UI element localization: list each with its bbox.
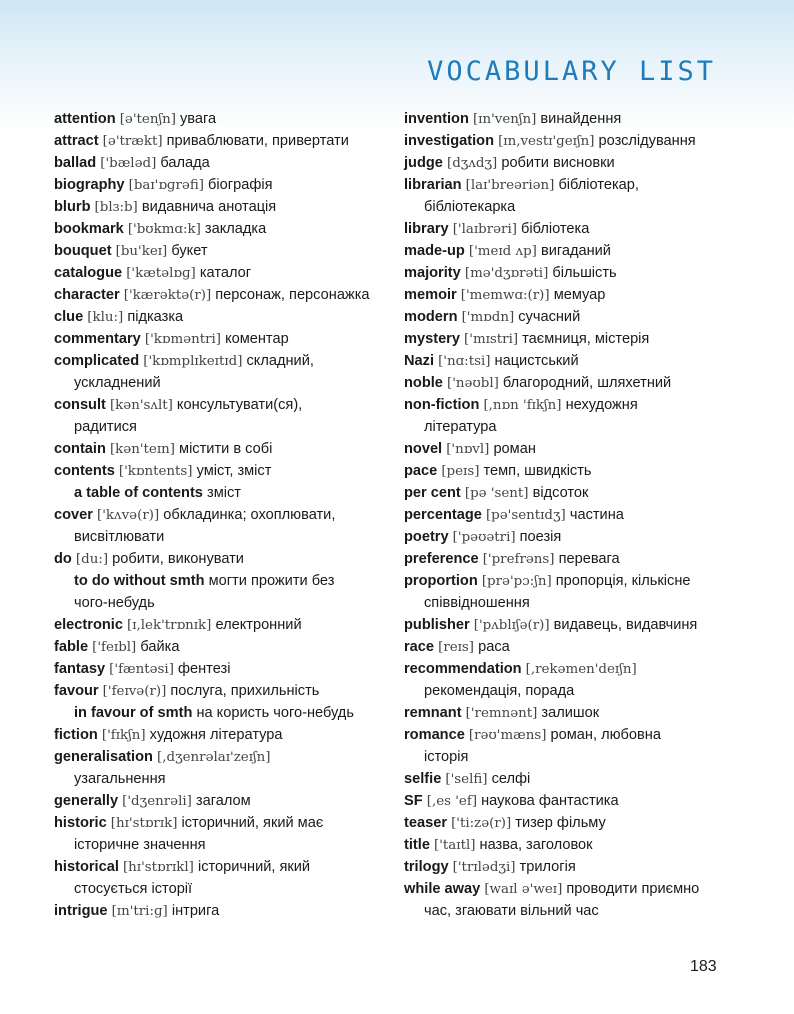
vocabulary-entry: [54, 658, 399, 680]
translation: висвітлювати: [74, 529, 165, 545]
translation: література: [424, 419, 497, 435]
translation: загалом: [195, 793, 251, 809]
translation: роман, любовна: [550, 727, 661, 743]
translation: проводити приємно: [566, 881, 700, 897]
transcription: [dʒʌdʒ]: [446, 156, 498, 171]
transcription: ['nɑ:tsi]: [438, 354, 491, 369]
headword: catalogue: [54, 265, 123, 281]
transcription: ['mɒdn]: [461, 310, 515, 325]
vocabulary-entry: [54, 460, 399, 482]
vocabulary-entry: [404, 240, 754, 262]
translation: частина: [569, 507, 624, 523]
vocabulary-entry: [54, 548, 399, 570]
transcription: [rəʊ'mæns]: [468, 728, 547, 743]
translation: співвідношення: [424, 595, 530, 611]
vocabulary-entry: [54, 636, 399, 658]
headword: favour: [54, 683, 99, 699]
headword: commentary: [54, 331, 141, 347]
headword: made-up: [404, 243, 465, 259]
transcription: ['ti:zə(r)]: [451, 816, 512, 831]
vocabulary-entry: [54, 394, 399, 416]
translation: узагальнення: [74, 771, 166, 787]
translation: благородний, шляхетний: [502, 375, 672, 391]
transcription: [,rekəmen'deɪʃn]: [525, 662, 637, 677]
headword: investigation: [404, 133, 495, 149]
vocabulary-entry: [404, 482, 754, 504]
vocabulary-column-right: [404, 108, 754, 922]
vocabulary-entry: [404, 174, 754, 196]
page-title: VOCABULARY LIST: [427, 56, 716, 87]
headword: library: [404, 221, 449, 237]
headword: title: [404, 837, 430, 853]
transcription: ['kætəlɒɡ]: [126, 266, 196, 281]
entry-continuation: [54, 526, 399, 548]
translation: приваблювати, привертати: [166, 133, 349, 149]
transcription: ['bæləd]: [100, 156, 157, 171]
entry-continuation: [404, 680, 754, 702]
transcription: ['prefrəns]: [482, 552, 555, 567]
vocabulary-entry: [404, 878, 754, 900]
transcription: ['pʌblɪʃə(r)]: [473, 618, 550, 633]
transcription: ['trɪlədʒi]: [452, 860, 516, 875]
entry-continuation: [404, 592, 754, 614]
headword: invention: [404, 111, 469, 127]
transcription: ['selfi]: [445, 772, 488, 787]
translation: байка: [140, 639, 180, 655]
headword: romance: [404, 727, 465, 743]
vocabulary-entry: [404, 724, 754, 746]
vocabulary-entry: [404, 218, 754, 240]
headword: attention: [54, 111, 116, 127]
translation: більшість: [552, 265, 617, 281]
translation: нацистський: [494, 353, 579, 369]
translation: каталог: [199, 265, 252, 281]
headword: blurb: [54, 199, 91, 215]
vocabulary-entry: [404, 812, 754, 834]
headword: non-fiction: [404, 397, 480, 413]
transcription: ['mɪstri]: [464, 332, 519, 347]
transcription: [bu'keɪ]: [115, 244, 168, 259]
headword: bouquet: [54, 243, 112, 259]
translation: історичне значення: [74, 837, 206, 853]
translation: відсоток: [532, 485, 589, 501]
translation: балада: [160, 155, 210, 171]
translation: ускладнений: [74, 375, 161, 391]
transcription: [mə'dʒɒrəti]: [464, 266, 549, 281]
transcription: [blɜ:b]: [94, 200, 138, 215]
headword: remnant: [404, 705, 462, 721]
translation: історичний, який: [197, 859, 311, 875]
headword: per cent: [404, 485, 461, 501]
transcription: ['remnənt]: [465, 706, 538, 721]
transcription: [hɪ'stɒrɪkl]: [122, 860, 194, 875]
translation: складний,: [246, 353, 314, 369]
vocabulary-entry: [54, 130, 399, 152]
translation: мемуар: [553, 287, 606, 303]
vocabulary-entry: [404, 130, 754, 152]
translation: коментар: [225, 331, 289, 347]
entry-continuation: [54, 592, 399, 614]
transcription: ['kɒməntri]: [144, 332, 221, 347]
transcription: [hɪ'stɒrɪk]: [110, 816, 178, 831]
vocabulary-entry: [404, 108, 754, 130]
translation: залишок: [541, 705, 600, 721]
vocabulary-entry: [54, 196, 399, 218]
headword: biography: [54, 177, 125, 193]
transcription: ['fæntəsi]: [109, 662, 174, 677]
translation: на користь чого-небудь: [196, 705, 354, 721]
vocabulary-entry: [404, 328, 754, 350]
headword: cover: [54, 507, 93, 523]
headword: generally: [54, 793, 119, 809]
entry-continuation: [404, 900, 754, 922]
translation: поезія: [519, 529, 562, 545]
vocabulary-entry: [404, 834, 754, 856]
translation: бібліотекарка: [424, 199, 516, 215]
vocabulary-entry: [404, 306, 754, 328]
vocabulary-entry: [404, 460, 754, 482]
transcription: ['meɪd ʌp]: [468, 244, 537, 259]
transcription: [ə'tenʃn]: [119, 112, 176, 127]
translation: художня література: [149, 727, 283, 743]
headword: poetry: [404, 529, 449, 545]
translation: винайдення: [540, 111, 622, 127]
transcription: ['nɒvl]: [446, 442, 490, 457]
translation: розслідування: [598, 133, 696, 149]
headword: attract: [54, 133, 99, 149]
vocabulary-entry: [54, 240, 399, 262]
translation: робити, виконувати: [112, 551, 244, 567]
headword: Nazi: [404, 353, 435, 369]
vocabulary-entry: [54, 438, 399, 460]
transcription: ['taɪtl]: [434, 838, 476, 853]
headword: bookmark: [54, 221, 124, 237]
transcription: ['pəʊətri]: [452, 530, 516, 545]
headword: race: [404, 639, 435, 655]
headword: noble: [404, 375, 443, 391]
translation: сучасний: [518, 309, 581, 325]
translation: обкладинка; охоплювати,: [163, 507, 336, 523]
vocabulary-entry: [404, 438, 754, 460]
headword: character: [54, 287, 120, 303]
headword: historical: [54, 859, 119, 875]
transcription: ['kɒntents]: [118, 464, 193, 479]
sub-entry: [54, 702, 399, 724]
translation: фентезі: [178, 661, 231, 677]
vocabulary-entry: [404, 702, 754, 724]
transcription: [peɪs]: [441, 464, 480, 479]
transcription: [kən'teɪn]: [109, 442, 175, 457]
transcription: [klu:]: [87, 310, 124, 325]
translation: увага: [180, 111, 217, 127]
transcription: [ɪn,vestɪ'ɡeɪʃn]: [498, 134, 595, 149]
translation: радитися: [74, 419, 137, 435]
headword: historic: [54, 815, 107, 831]
sub-entry: [54, 570, 399, 592]
translation: роман: [493, 441, 536, 457]
headword: intrigue: [54, 903, 108, 919]
vocabulary-entry: [54, 328, 399, 350]
vocabulary-entry: [404, 614, 754, 636]
vocabulary-entry: [54, 724, 399, 746]
headword: librarian: [404, 177, 462, 193]
translation: тизер фільму: [515, 815, 606, 831]
translation: робити висновки: [501, 155, 615, 171]
transcription: ['memwɑ:(r)]: [460, 288, 550, 303]
vocabulary-entry: [54, 262, 399, 284]
headword: novel: [404, 441, 443, 457]
transcription: [reɪs]: [438, 640, 475, 655]
transcription: ['kɒmplɪkeɪtɪd]: [143, 354, 243, 369]
headword: contain: [54, 441, 106, 457]
headword: SF: [404, 793, 423, 809]
transcription: [laɪ'breəriən]: [465, 178, 555, 193]
vocabulary-entry: [404, 636, 754, 658]
phrase: in favour of smth: [74, 705, 193, 721]
transcription: [du:]: [75, 552, 109, 567]
transcription: ['fɪkʃn]: [101, 728, 146, 743]
headword: proportion: [404, 573, 478, 589]
vocabulary-entry: [404, 570, 754, 592]
headword: teaser: [404, 815, 448, 831]
translation: таємниця, містерія: [522, 331, 650, 347]
translation: наукова фантастика: [481, 793, 619, 809]
translation: назва, заголовок: [479, 837, 593, 853]
phrase: to do without smth: [74, 573, 205, 589]
vocabulary-entry: [54, 350, 399, 372]
headword: clue: [54, 309, 84, 325]
translation: видавнича анотація: [141, 199, 277, 215]
translation: час, згаювати вільний час: [424, 903, 599, 919]
translation: підказка: [127, 309, 184, 325]
translation: видавець, видавчиня: [553, 617, 698, 633]
headword: complicated: [54, 353, 140, 369]
headword: pace: [404, 463, 438, 479]
entry-continuation: [404, 416, 754, 438]
transcription: [ɪ,lek'trɒnɪk]: [127, 618, 212, 633]
headword: ballad: [54, 155, 97, 171]
transcription: ['kærəktə(r)]: [123, 288, 212, 303]
vocabulary-entry: [404, 856, 754, 878]
headword: do: [54, 551, 72, 567]
vocabulary-entry: [54, 900, 399, 922]
entry-continuation: [54, 834, 399, 856]
headword: percentage: [404, 507, 482, 523]
vocabulary-entry: [404, 152, 754, 174]
headword: electronic: [54, 617, 123, 633]
translation: перевага: [558, 551, 620, 567]
transcription: ['feɪbl]: [92, 640, 137, 655]
vocabulary-entry: [54, 108, 399, 130]
vocabulary-entry: [54, 790, 399, 812]
vocabulary-entry: [54, 812, 399, 834]
headword: preference: [404, 551, 479, 567]
entry-continuation: [404, 746, 754, 768]
vocabulary-entry: [54, 856, 399, 878]
transcription: [,es 'ef]: [426, 794, 478, 809]
translation: біографія: [208, 177, 273, 193]
vocabulary-entry: [54, 284, 399, 306]
vocabulary-entry: [404, 284, 754, 306]
transcription: [pə'sentɪdʒ]: [485, 508, 566, 523]
transcription: ['bʊkmɑ:k]: [127, 222, 201, 237]
translation: послуга, прихильність: [170, 683, 320, 699]
vocabulary-entry: [404, 548, 754, 570]
translation: могти прожити без: [208, 573, 335, 589]
phrase: a table of contents: [74, 485, 203, 501]
translation: бібліотека: [521, 221, 590, 237]
transcription: [ə'trækt]: [102, 134, 163, 149]
transcription: ['feɪvə(r)]: [102, 684, 167, 699]
headword: consult: [54, 397, 106, 413]
vocabulary-entry: [54, 504, 399, 526]
entry-continuation: [54, 372, 399, 394]
translation: закладка: [204, 221, 267, 237]
headword: mystery: [404, 331, 460, 347]
vocabulary-entry: [404, 768, 754, 790]
vocabulary-entry: [404, 262, 754, 284]
translation: персонаж, персонажка: [215, 287, 370, 303]
transcription: [prə'pɔ:ʃn]: [481, 574, 552, 589]
translation: селфі: [491, 771, 531, 787]
transcription: [,dʒenrəlaɪ'zeɪʃn]: [157, 750, 271, 765]
entry-continuation: [54, 768, 399, 790]
entry-continuation: [54, 416, 399, 438]
translation: рекомендація, порада: [424, 683, 575, 699]
translation: консультувати(ся),: [176, 397, 303, 413]
translation: бібліотекар,: [558, 177, 639, 193]
translation: букет: [171, 243, 208, 259]
translation: раса: [478, 639, 510, 655]
vocabulary-entry: [404, 350, 754, 372]
translation: чого-небудь: [74, 595, 155, 611]
vocabulary-entry: [54, 174, 399, 196]
transcription: ['kʌvə(r)]: [97, 508, 160, 523]
transcription: ['dʒenrəli]: [122, 794, 192, 809]
headword: generalisation: [54, 749, 153, 765]
page-number: 183: [690, 958, 717, 975]
transcription: [pə 'sent]: [464, 486, 529, 501]
vocabulary-entry: [54, 614, 399, 636]
headword: selfie: [404, 771, 442, 787]
translation: інтрига: [171, 903, 220, 919]
entry-continuation: [404, 196, 754, 218]
headword: memoir: [404, 287, 457, 303]
headword: majority: [404, 265, 461, 281]
vocabulary-entry: [404, 394, 754, 416]
translation: уміст, зміст: [196, 463, 272, 479]
transcription: [kən'sʌlt]: [109, 398, 173, 413]
headword: fable: [54, 639, 89, 655]
vocabulary-entry: [54, 218, 399, 240]
translation: темп, швидкість: [483, 463, 592, 479]
translation: стосується історії: [74, 881, 193, 897]
translation: містити в собі: [179, 441, 273, 457]
headword: judge: [404, 155, 443, 171]
translation: зміст: [207, 485, 241, 501]
vocabulary-column-left: [54, 108, 399, 922]
vocabulary-entry: [404, 526, 754, 548]
translation: нехудожня: [565, 397, 638, 413]
vocabulary-entry: [404, 372, 754, 394]
headword: recommendation: [404, 661, 522, 677]
translation: історія: [424, 749, 469, 765]
vocabulary-entry: [404, 504, 754, 526]
headword: trilogy: [404, 859, 449, 875]
sub-entry: [54, 482, 399, 504]
translation: вигаданий: [540, 243, 611, 259]
headword: fiction: [54, 727, 98, 743]
translation: пропорція, кількісне: [555, 573, 691, 589]
vocabulary-entry: [404, 790, 754, 812]
vocabulary-entry: [54, 152, 399, 174]
translation: трилогія: [519, 859, 576, 875]
headword: while away: [404, 881, 481, 897]
headword: contents: [54, 463, 115, 479]
headword: modern: [404, 309, 458, 325]
transcription: [,nɒn 'fɪkʃn]: [483, 398, 562, 413]
vocabulary-entry: [404, 658, 754, 680]
headword: publisher: [404, 617, 470, 633]
headword: fantasy: [54, 661, 106, 677]
translation: електронний: [215, 617, 302, 633]
transcription: ['laɪbrəri]: [452, 222, 517, 237]
transcription: [ɪn'tri:ɡ]: [111, 904, 168, 919]
vocabulary-entry: [54, 306, 399, 328]
translation: історичний, який має: [181, 815, 324, 831]
transcription: [baɪ'ɒɡrəfi]: [128, 178, 204, 193]
transcription: ['nəʊbl]: [446, 376, 499, 391]
entry-continuation: [54, 878, 399, 900]
vocabulary-entry: [54, 680, 399, 702]
transcription: [waɪl ə'weɪ]: [484, 882, 563, 897]
vocabulary-entry: [54, 746, 399, 768]
transcription: [ɪn'venʃn]: [472, 112, 537, 127]
